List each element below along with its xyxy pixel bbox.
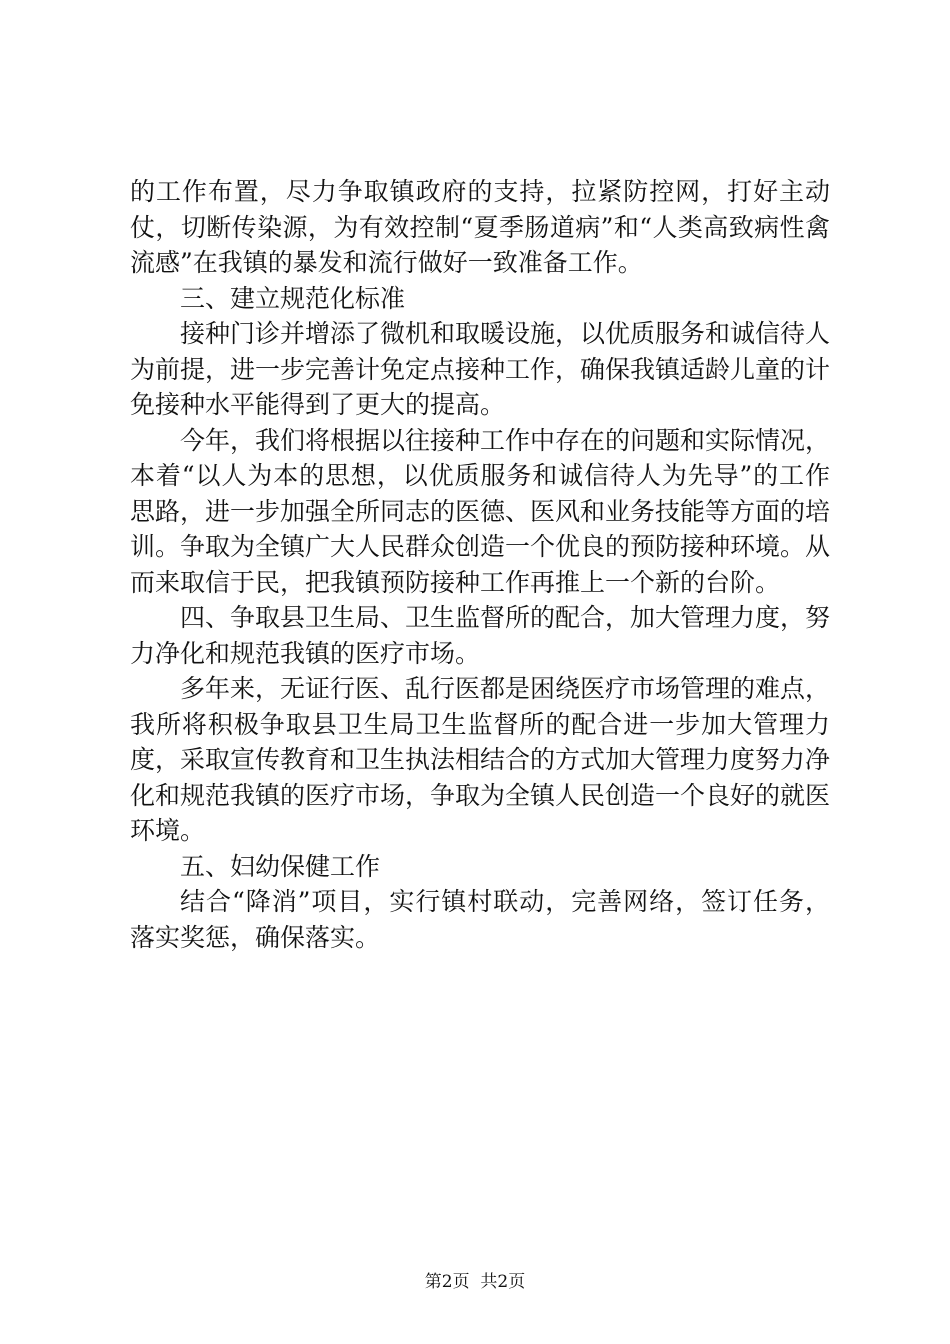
paragraph-continuation: 的工作布置，尽力争取镇政府的支持，拉紧防控网，打好主动仗，切断传染源，为有效控制“夏季肠道病”和“人类高致病性禽流感”在我镇的暴发和流行做好一致准备工作。 xyxy=(130,177,830,277)
paragraph: 结合“降消”项目，实行镇村联动，完善网络，签订任务，落实奖惩，确保落实。 xyxy=(130,887,830,952)
page-number: 第2页 共2页 xyxy=(424,1272,526,1292)
section-heading-four: 四、争取县卫生局、卫生监督所的配合，加大管理力度，努力净化和规范我镇的医疗市场。 xyxy=(130,603,831,668)
document-body xyxy=(130,174,830,955)
paragraph: 多年来，无证行医、乱行医都是困绕医疗市场管理的难点，我所将积极争取县卫生局卫生监督所的配合进一步加大管理力度，采取宣传教育和卫生执法相结合的方式加大管理力度努力净化和规范我镇的医疗市场，争取为全镇人民创造一个良好的就医环境。 xyxy=(130,674,831,845)
paragraph: 接种门诊并增添了微机和取暖设施，以优质服务和诚信待人为前提，进一步完善计免定点接种工作，确保我镇适龄儿童的计免接种水平能得到了更大的提高。 xyxy=(130,319,831,419)
page-footer xyxy=(0,1270,950,1294)
section-heading-five: 五、妇幼保健工作 xyxy=(180,851,381,881)
section-heading-three: 三、建立规范化标准 xyxy=(180,283,406,313)
paragraph: 今年，我们将根据以往接种工作中存在的问题和实际情况，本着“以人为本的思想，以优质服务和诚信待人为先导”的工作思路，进一步加强全所同志的医德、医风和业务技能等方面的培训。争取为全镇广大人民群众创造一个优良的预防接种环境。从而来取信于民，把我镇预防接种工作再推上一个新的台阶。 xyxy=(130,425,831,597)
